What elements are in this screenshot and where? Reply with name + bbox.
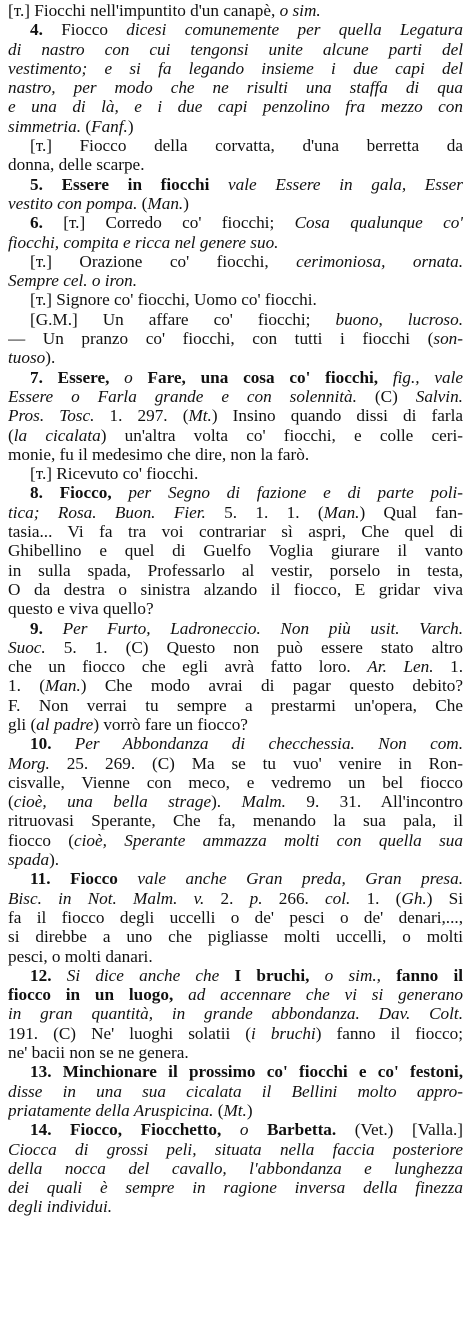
text-run: Fanf. <box>91 116 128 136</box>
text-line <box>8 233 463 252</box>
text-line <box>8 348 463 367</box>
text-line <box>8 503 463 522</box>
text-run: monie, fu il medesimo che dire, non la farò. <box>8 444 310 464</box>
text-run: — Un pranzo co' fiocchi, con tutti i fiocchi ( <box>8 329 434 349</box>
text-line <box>8 734 463 753</box>
text-run: vale anche Gran preda, Gran presa. <box>137 869 463 889</box>
entry-paragraph <box>8 290 463 309</box>
text-line <box>8 792 463 811</box>
text-run: della nocca del cavallo, l'abbondanza e lunghezza <box>8 1158 463 1178</box>
text-line <box>8 290 463 309</box>
text-run: fa il fiocco degli uccelli o de' pesci o de' denari,..., <box>8 907 463 927</box>
text-run: 25. 269. (C) Ma se tu vuo' venire in Ron- <box>66 753 463 773</box>
text-run: p. <box>249 888 279 908</box>
text-run: ritruovasi Sperante, Che fa, menando la sua pala, il <box>8 811 463 831</box>
text-run: ( <box>217 1100 224 1120</box>
text-run: tasia... Vi fa tra voi contrariar sì aspri, Che quel di <box>8 522 463 542</box>
text-run: 13. Minchionare il prossimo co' fiocchi e co' festoni, <box>30 1062 463 1082</box>
text-line <box>8 97 463 116</box>
text-line <box>8 40 463 59</box>
text-run: ) un'altra volta co' fiocchi, e colle ceri- <box>100 425 463 445</box>
entry-paragraph <box>8 1062 463 1120</box>
text-run: 7. Essere, <box>30 367 125 387</box>
text-run: 5. 1. (C) Questo non può essere stato altro <box>63 637 463 657</box>
text-line <box>8 541 463 560</box>
entry-paragraph <box>8 869 463 965</box>
text-run: degli individui. <box>8 1197 113 1217</box>
text-line <box>8 831 463 850</box>
text-line <box>8 619 463 638</box>
text-run: Per Furto, Ladroneccio. Non più usit. Varch. <box>62 618 463 638</box>
text-run: 1. 297. ( <box>109 406 189 426</box>
text-run: I bruchi, <box>234 965 325 985</box>
text-run: fanno il <box>396 965 463 985</box>
text-run: ) Insino quando dissi di farla <box>211 406 463 426</box>
text-run: 266. <box>278 888 326 908</box>
text-run: col. <box>325 888 367 908</box>
text-run: [т.] Orazione co' fiocchi, <box>30 251 297 271</box>
text-line <box>8 599 463 618</box>
text-run: Malm. <box>241 792 307 812</box>
text-run: ( <box>141 193 148 213</box>
text-run: Bisc. in Not. Malm. v. <box>8 888 221 908</box>
text-run: dicesi comunemente per quella Legatura <box>126 20 463 40</box>
text-run: 9. <box>30 618 63 638</box>
text-run: Fiocco <box>61 20 127 40</box>
text-line <box>8 445 463 464</box>
text-run: cioè, una bella strage <box>13 792 212 812</box>
text-run: 9. 31. All'incontro <box>306 792 463 812</box>
text-run: 191. (C) Ne' luoghi solatii ( <box>8 1023 252 1043</box>
text-line <box>8 985 463 1004</box>
text-line <box>8 117 463 136</box>
text-line <box>8 1043 463 1062</box>
text-line <box>8 1197 463 1216</box>
text-run: Man. <box>147 193 184 213</box>
text-run: in gran quantità, in grande abbondanza. Dav. Colt. <box>8 1004 463 1024</box>
text-line <box>8 406 463 425</box>
text-line <box>8 522 463 541</box>
text-run: nastro, per modo che ne risulti una staffa di qua <box>8 78 463 98</box>
text-run: in sulla spada, Professarlo al vestir, porselo in testa, <box>8 560 463 580</box>
entry-paragraph <box>8 464 463 483</box>
text-run: ne' bacii non se ne genera. <box>8 1043 189 1063</box>
text-run: priatamente della Aruspicina. <box>8 1100 218 1120</box>
text-run: Salvin. <box>415 386 463 406</box>
text-line <box>8 1004 463 1023</box>
entry-paragraph <box>8 966 463 1062</box>
text-line <box>8 387 463 406</box>
text-run: tuoso <box>8 348 46 368</box>
text-line <box>8 175 463 194</box>
text-run: ) Che modo avrai di pagar questo debito? <box>80 676 463 696</box>
text-run: tica; Rosa. Buon. Fier. <box>8 502 225 522</box>
text-line <box>8 310 463 329</box>
text-run: dei quali è sempre in ragione inversa della finezza <box>8 1178 463 1198</box>
text-run: 12. <box>30 965 67 985</box>
text-run: lucroso. <box>407 309 463 329</box>
text-run: o <box>239 1120 267 1140</box>
text-run: la cicalata <box>13 425 101 445</box>
text-line <box>8 580 463 599</box>
text-run: fig., vale <box>392 367 463 387</box>
text-run: fiocchi, compita e ricca nel genere suo. <box>8 232 279 252</box>
text-line <box>8 368 463 387</box>
entry-paragraph <box>8 175 463 214</box>
text-run: Barbetta. <box>266 1120 355 1140</box>
text-line <box>8 638 463 657</box>
text-run: Gh. <box>401 888 427 908</box>
text-run: [т.] Ricevuto co' fiocchi. <box>30 464 199 484</box>
entry-paragraph <box>8 368 463 464</box>
text-line <box>8 155 463 174</box>
text-run: fiocco in un luogo, <box>8 985 189 1005</box>
text-line <box>8 1 463 20</box>
text-run: Man. <box>323 502 360 522</box>
text-line <box>8 194 463 213</box>
text-line <box>8 1159 463 1178</box>
text-run: buono <box>335 309 379 329</box>
text-run: fiocco ( <box>8 830 74 850</box>
text-run: Suoc. <box>8 637 64 657</box>
text-line <box>8 20 463 39</box>
dictionary-page <box>8 1 463 1217</box>
text-line <box>8 483 463 502</box>
text-run: ) <box>246 1100 253 1120</box>
text-run: 5. 1. 1. ( <box>224 502 324 522</box>
text-run: ) <box>127 116 134 136</box>
text-run: 1. ( <box>8 676 45 696</box>
text-run: i bruchi <box>251 1023 316 1043</box>
text-run: [т.] Signore co' fiocchi, Uomo co' fiocchi. <box>30 290 317 310</box>
text-run: 1. <box>450 657 463 677</box>
text-run: [т.] Fiocchi nell'impuntito d'un canapè, <box>8 1 280 20</box>
text-run: o <box>124 367 148 387</box>
text-run: 11. Fiocco <box>30 869 138 889</box>
entry-paragraph <box>8 213 463 252</box>
entry-paragraph <box>8 1120 463 1216</box>
text-run: cioè, Sperante ammazza molti con quella sua <box>74 830 463 850</box>
text-run: per Segno di fazione e di parte poli- <box>128 483 463 503</box>
text-run: vale Essere in gala, Esser <box>228 174 463 194</box>
text-line <box>8 1140 463 1159</box>
text-run: si direbbe a uno che pigliasse molti uccelli, o molti <box>8 927 463 947</box>
text-run: 1. ( <box>366 888 402 908</box>
text-run: son- <box>433 329 463 349</box>
text-run: Per Abbondanza di checchessia. Non com. <box>74 734 463 754</box>
text-run: o sim., <box>324 965 397 985</box>
text-run: Ghibellino e quel di Guelfo Voglia giurare il vanto <box>8 541 463 561</box>
text-run: Ar. Len. <box>367 657 451 677</box>
text-run: ( <box>8 425 14 445</box>
text-run: (C) <box>374 386 416 406</box>
entry-paragraph <box>8 310 463 368</box>
text-run: ( <box>8 792 14 812</box>
text-run: e una di là, e i due capi penzolino fra mezzo con <box>8 97 463 117</box>
text-line <box>8 1120 463 1139</box>
text-run: Mt. <box>223 1100 247 1120</box>
text-line <box>8 947 463 966</box>
text-run: vestito con pompa. <box>8 193 142 213</box>
text-run: Fare, una cosa co' fiocchi, <box>147 367 393 387</box>
text-line <box>8 657 463 676</box>
text-run: simmetria. <box>8 116 86 136</box>
text-line <box>8 715 463 734</box>
text-run: ). <box>211 792 242 812</box>
entry-paragraph <box>8 483 463 618</box>
text-run: Pros. Tosc. <box>8 406 110 426</box>
entry-paragraph <box>8 252 463 291</box>
text-line <box>8 213 463 232</box>
text-run: gli ( <box>8 714 37 734</box>
text-line <box>8 811 463 830</box>
dictionary-text <box>8 1 463 1217</box>
text-line <box>8 561 463 580</box>
text-run: Ciocca di grossi peli, situata nella faccia posteriore <box>8 1139 463 1159</box>
text-line <box>8 329 463 348</box>
text-line <box>8 1178 463 1197</box>
text-line <box>8 754 463 773</box>
text-line <box>8 252 463 271</box>
text-run: Si dice anche che <box>66 965 235 985</box>
text-run: Morg. <box>8 753 67 773</box>
text-line <box>8 464 463 483</box>
text-line <box>8 927 463 946</box>
text-run: (Vet.) [Valla.] <box>354 1120 463 1140</box>
text-run: ) fanno il fiocco; <box>315 1023 463 1043</box>
text-run: ) Qual fan- <box>359 502 463 522</box>
text-run: Cosa qualunque co' <box>294 213 463 233</box>
text-run: Sempre cel. o iron. <box>8 271 138 291</box>
entry-paragraph <box>8 619 463 735</box>
text-run: [т.] Corredo co' fiocchi; <box>63 213 295 233</box>
text-line <box>8 773 463 792</box>
text-run: 6. <box>30 213 64 233</box>
text-run: ( <box>85 116 92 136</box>
text-run: al padre <box>36 714 94 734</box>
text-run: O da destra o sinistra alzando il fiocco, E gridar viva <box>8 579 463 599</box>
text-run: Essere o Farla grande e con solennità. <box>8 386 375 406</box>
text-run: Mt. <box>188 406 212 426</box>
text-line <box>8 271 463 290</box>
entry-paragraph <box>8 20 463 136</box>
text-run: cerimoniosa, ornata. <box>296 251 463 271</box>
text-line <box>8 850 463 869</box>
text-run: disse in una sua cicalata il Bellini molto appro- <box>8 1081 463 1101</box>
text-line <box>8 908 463 927</box>
entry-paragraph <box>8 136 463 175</box>
entry-paragraph <box>8 734 463 869</box>
text-run: donna, delle scarpe. <box>8 155 145 175</box>
text-run: F. Non verrai tu sempre a prestarmi un'opera, Che <box>8 695 463 715</box>
text-run: 14. Fiocco, Fiocchetto, <box>30 1120 240 1140</box>
text-run: Man. <box>44 676 81 696</box>
text-line <box>8 78 463 97</box>
text-run: pesci, o molti danari. <box>8 946 153 966</box>
text-line <box>8 966 463 985</box>
text-line <box>8 676 463 695</box>
text-run: [т.] Fiocco della corvatta, d'una berretta da <box>30 136 463 156</box>
text-run: ) Si <box>426 888 463 908</box>
text-run: 4. <box>30 20 62 40</box>
text-run: 2. <box>220 888 250 908</box>
text-run: ) vorrò fare un fiocco? <box>93 714 248 734</box>
text-run: , <box>378 309 408 329</box>
text-run: ). <box>49 850 60 870</box>
text-run: questo e viva quello? <box>8 599 154 619</box>
text-run: ad accennare che vi si generano <box>188 985 463 1005</box>
text-line <box>8 59 463 78</box>
text-run: che un fiocco che egli avrà fatto loro. <box>8 657 368 677</box>
text-line <box>8 1101 463 1120</box>
text-run: o sim. <box>279 1 321 20</box>
text-run: ). <box>45 348 56 368</box>
entry-paragraph <box>8 1 463 20</box>
text-line <box>8 696 463 715</box>
text-run: spada <box>8 850 50 870</box>
text-line <box>8 1024 463 1043</box>
text-line <box>8 136 463 155</box>
text-run: vestimento; e si fa legando insieme i due capi del <box>8 58 463 78</box>
text-run: 8. Fiocco, <box>30 483 129 503</box>
text-run: di nastro con cui tengonsi unite alcune parti del <box>8 39 463 59</box>
text-run: cisvalle, Vienne con meco, e vedremo un bel fiocco <box>8 772 463 792</box>
text-line <box>8 889 463 908</box>
text-run: 10. <box>30 734 75 754</box>
text-run: [G.M.] Un affare co' fiocchi; <box>30 309 336 329</box>
text-run: 5. Essere in fiocchi <box>30 174 229 194</box>
text-line <box>8 426 463 445</box>
text-run: ) <box>183 193 189 213</box>
text-line <box>8 1062 463 1081</box>
text-line <box>8 869 463 888</box>
text-line <box>8 1082 463 1101</box>
